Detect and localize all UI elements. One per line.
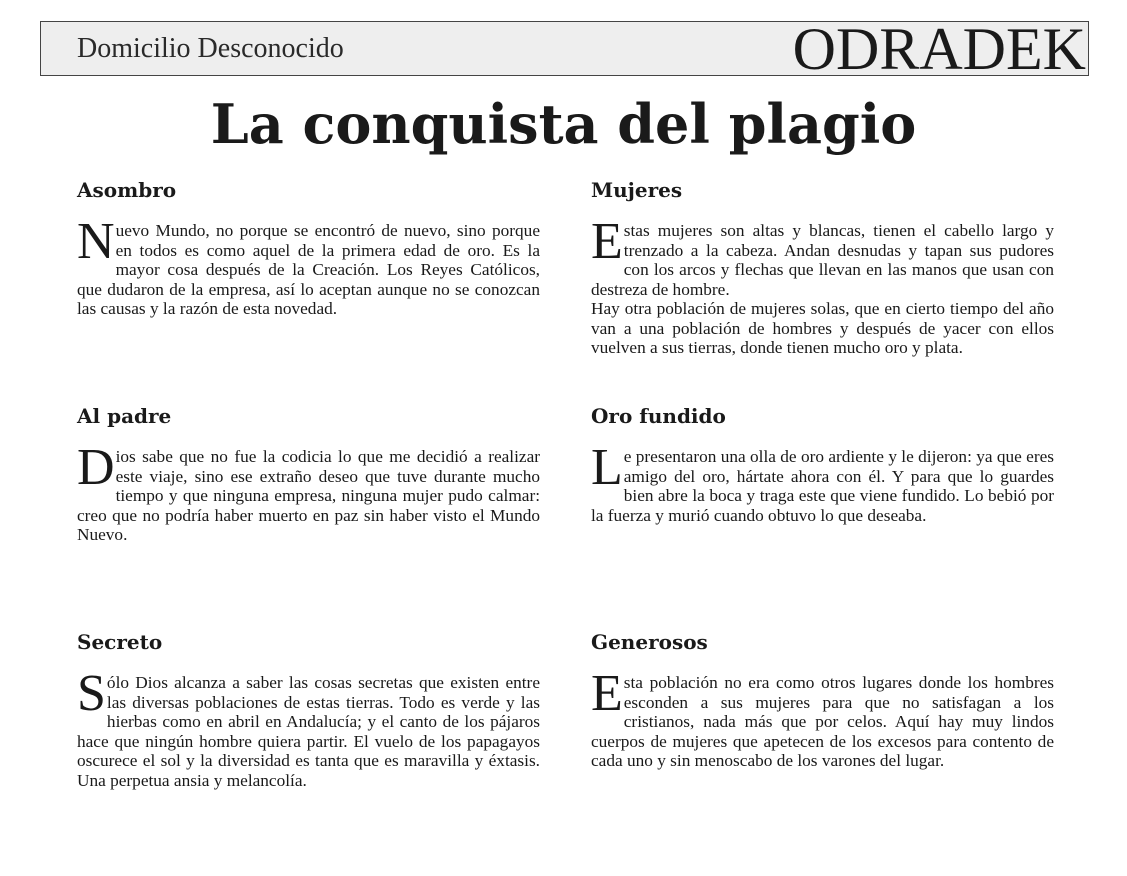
article-title: Al padre bbox=[77, 404, 172, 428]
drop-cap: S bbox=[77, 665, 106, 722]
article-text: uevo Mundo, no porque se encontró de nuevo, sino porque en todos es como aquel de la primera edad de oro. Es la mayor cosa después de la Creación. Los Reyes Católicos, que dudaron de la empresa, así lo aceptan aunque no se conozcan las causas y la razón de esta novedad. bbox=[77, 221, 540, 318]
article-title: Generosos bbox=[591, 630, 708, 654]
article-text: sta población no era como otros lugares donde los hombres esconden a sus mujeres para que no satisfagan a los cristianos, nada más que por celos. Aquí hay muy lindos cuerpos de mujeres que apetecen de los excesos para contento de cada uno y sin menoscabo de los varones del lugar. bbox=[591, 673, 1054, 770]
article-text: stas mujeres son altas y blancas, tienen el cabello largo y trenzado a la cabeza. Andan desnudas y tapan sus pudores con los arcos y flechas que llevan en las manos que usan con destreza de hombre. Hay otra población de mujeres solas, que en cierto tiempo del año van a una población de hombres y después de yacer con ellos vuelven a sus tierras, donde tienen mucho oro y plata. bbox=[591, 221, 1054, 357]
page-title: La conquista del plagio bbox=[210, 92, 917, 156]
article-body bbox=[591, 665, 1054, 771]
magazine-logo: ODRADEK bbox=[792, 16, 1086, 82]
article-text: ólo Dios alcanza a saber las cosas secretas que existen entre las diversas poblaciones de estas tierras. Todo es verde y las hierbas como en abril en Andalucía; y el canto de los pájaros hace que ningún hombre quiera partir. El vuelo de los papagayos oscurece el sol y la diversidad es tanta que es maravilla y éxtasis. Una perpetua ansia y melancolía. bbox=[77, 673, 540, 790]
article-title: Mujeres bbox=[591, 178, 683, 202]
article-text: ios sabe que no fue la codicia lo que me decidió a realizar este viaje, sino ese extraño deseo que tuve durante mucho tiempo y que ninguna empresa, ninguna mujer pudo calmar: creo que no podría haber muerto en paz sin haber visto el Mundo Nuevo. bbox=[77, 447, 540, 544]
masthead bbox=[40, 16, 1089, 82]
article-mujeres bbox=[591, 177, 1054, 358]
section-name: Domicilio Desconocido bbox=[77, 33, 344, 64]
article-title: Secreto bbox=[77, 630, 163, 654]
article-body bbox=[77, 439, 540, 545]
article-title: Oro fundido bbox=[591, 404, 726, 428]
article-body bbox=[591, 439, 1054, 525]
drop-cap: D bbox=[77, 439, 115, 496]
drop-cap: L bbox=[591, 439, 623, 496]
article-al-padre bbox=[77, 403, 540, 545]
drop-cap: E bbox=[591, 213, 623, 270]
article-secreto bbox=[77, 629, 540, 790]
article-asombro bbox=[77, 177, 540, 319]
drop-cap: N bbox=[77, 213, 115, 270]
drop-cap: E bbox=[591, 665, 623, 722]
article-generosos bbox=[591, 629, 1054, 771]
article-oro-fundido bbox=[591, 403, 1054, 525]
article-body bbox=[77, 665, 540, 790]
article-body bbox=[591, 213, 1054, 358]
article-title: Asombro bbox=[77, 178, 177, 202]
article-text: e presentaron una olla de oro ardiente y le dijeron: ya que eres amigo del oro, hártate ahora con él. Y para que lo guardes bien abre la boca y traga este que viene fundido. Lo bebió por la fuerza y murió cuando obtuvo lo que deseaba. bbox=[591, 447, 1054, 525]
article-body bbox=[77, 213, 540, 319]
